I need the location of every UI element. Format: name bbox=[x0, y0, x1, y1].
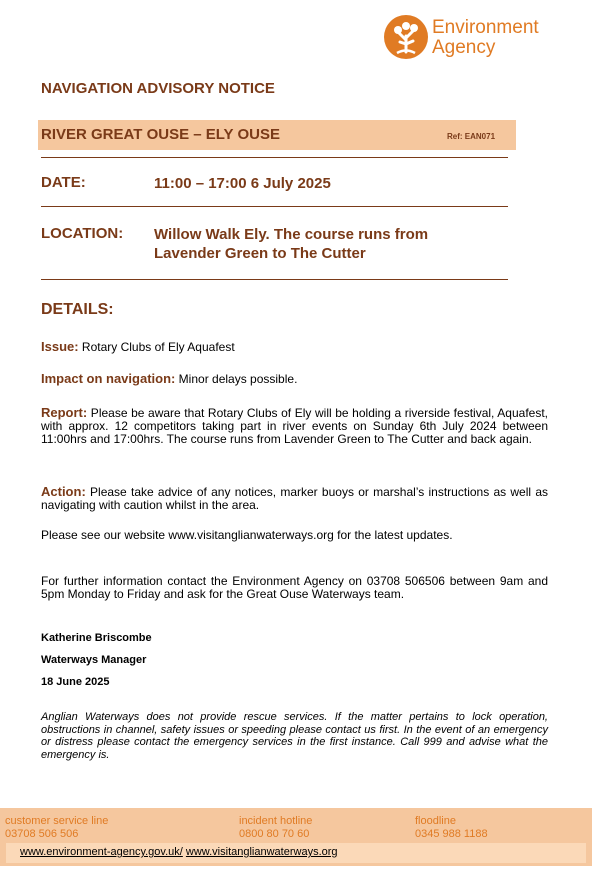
impact-text: Minor delays possible. bbox=[175, 372, 298, 386]
notice-title: NAVIGATION ADVISORY NOTICE bbox=[41, 80, 275, 97]
action-label: Action: bbox=[41, 484, 86, 499]
impact-label: Impact on navigation: bbox=[41, 371, 176, 386]
location-line-2: Lavender Green to The Cutter bbox=[154, 245, 366, 262]
location-label: LOCATION: bbox=[41, 225, 124, 242]
action-paragraph bbox=[41, 485, 548, 512]
environment-agency-logo-icon bbox=[383, 14, 429, 60]
reference-number: Ref: EAN071 bbox=[447, 132, 496, 141]
disclaimer: Anglian Waterways does not provide rescue services. If the matter pertains to lock operation, obstructions in channel, safety issues or speeding please contact us first. In the event of an emergency or distress please contact the emergency services in the first instance. Call 999 and advise what the emergency is. bbox=[41, 711, 548, 761]
incident-hotline-number: 0800 80 70 60 bbox=[239, 828, 310, 840]
action-text: Please take advice of any notices, marker buoys or marshal’s instructions as well as navigating with caution whilst in the area. bbox=[41, 485, 548, 512]
location-line-1: Willow Walk Ely. The course runs from bbox=[154, 226, 429, 243]
signatory-title: Waterways Manager bbox=[41, 654, 147, 666]
floodline-number: 0345 988 1188 bbox=[415, 828, 488, 840]
details-heading: DETAILS: bbox=[41, 301, 114, 318]
environment-agency-link[interactable]: www.environment-agency.gov.uk/ bbox=[20, 846, 183, 858]
website-paragraph: Please see our website www.visitanglianwaterways.org for the latest updates. bbox=[41, 528, 453, 542]
issue-paragraph bbox=[41, 340, 548, 354]
issue-label: Issue: bbox=[41, 339, 79, 354]
river-title: RIVER GREAT OUSE – ELY OUSE bbox=[41, 126, 280, 143]
floodline-label: floodline bbox=[415, 815, 456, 827]
issue-text: Rotary Clubs of Ely Aquafest bbox=[78, 340, 235, 354]
signatory-name: Katherine Briscombe bbox=[41, 632, 152, 644]
footer-links bbox=[20, 846, 338, 858]
impact-paragraph bbox=[41, 372, 548, 386]
logo-text bbox=[432, 18, 539, 58]
divider bbox=[41, 206, 508, 207]
date-value: 11:00 – 17:00 6 July 2025 bbox=[154, 175, 331, 192]
date-label: DATE: bbox=[41, 174, 86, 191]
location-value bbox=[154, 225, 428, 263]
customer-service-label: customer service line bbox=[5, 815, 109, 827]
report-paragraph bbox=[41, 406, 548, 446]
report-text: Please be aware that Rotary Clubs of Ely will be holding a riverside festival, Aquafest, with approx. 12 competitors taking part in river events on Sunday 6th July 2024 between 11:00hrs and 17:00hrs. The course runs from Lavender Green to The Cutter and back again. bbox=[41, 406, 548, 446]
logo-line-1: Environment bbox=[432, 17, 539, 38]
visitanglianwaterways-link[interactable]: www.visitanglianwaterways.org bbox=[185, 846, 338, 858]
contact-paragraph: For further information contact the Environment Agency on 03708 506506 between 9am and 5pm Monday to Friday and ask for the Great Ouse Waterways team. bbox=[41, 574, 548, 601]
report-label: Report: bbox=[41, 405, 88, 420]
incident-hotline-label: incident hotline bbox=[239, 815, 313, 827]
logo-line-2: Agency bbox=[432, 37, 496, 58]
customer-service-number: 03708 506 506 bbox=[5, 828, 79, 840]
divider bbox=[41, 279, 508, 280]
divider bbox=[41, 157, 508, 158]
signature-date: 18 June 2025 bbox=[41, 676, 110, 688]
